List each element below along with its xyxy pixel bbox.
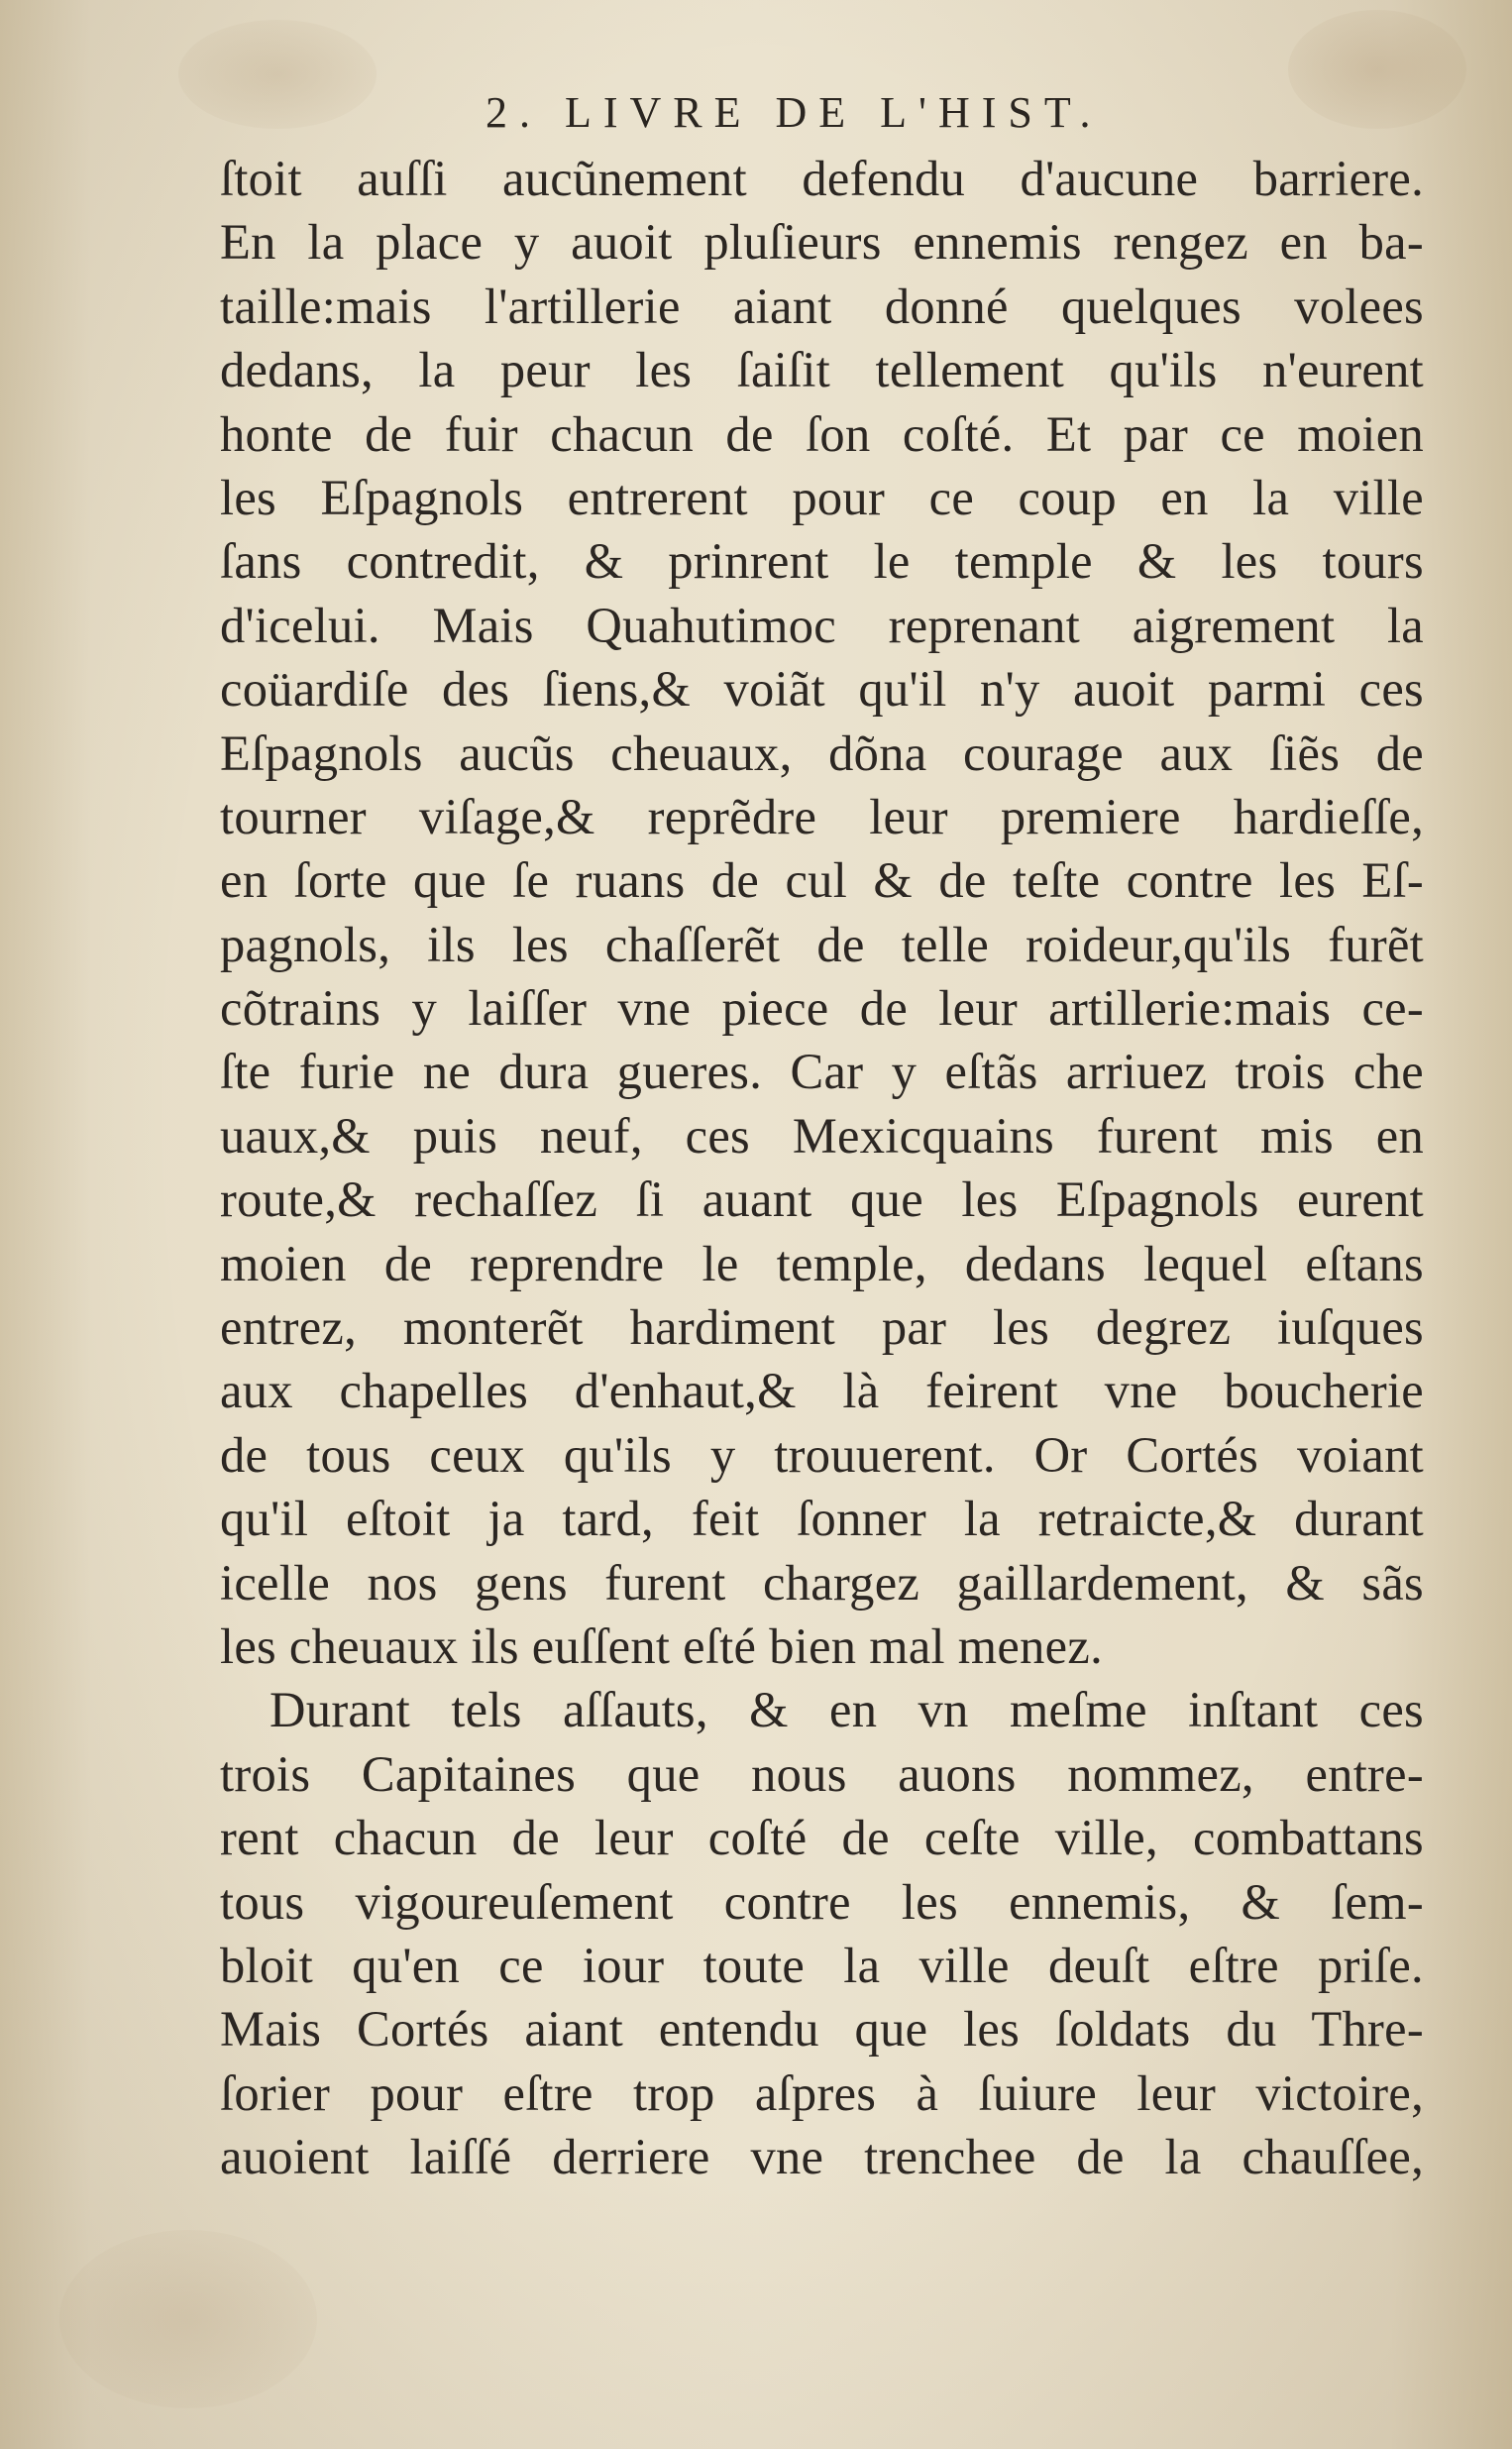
text-line: tourner viſage,& reprẽdre leur premiere hardieſſe, <box>220 788 1424 844</box>
text-line: aux chapelles d'enhaut,& là feirent vne boucherie <box>220 1363 1424 1419</box>
text-line: rent chacun de leur coſté de ceſte ville, combattans <box>220 1810 1424 1866</box>
text-line: pagnols, ils les chaſſerẽt de telle roideur,qu'ils furẽt <box>220 916 1424 972</box>
text-line: Mais Cortés aiant entendu que les ſoldats du Thre- <box>220 2001 1424 2058</box>
text-line: icelle nos gens furent chargez gaillardement, & sãs <box>220 1554 1424 1611</box>
text-line: de tous ceux qu'ils y trouuerent. Or Cortés voiant <box>220 1426 1424 1483</box>
text-line: entrez, monterẽt hardiment par les degrez iuſques <box>220 1299 1424 1356</box>
text-line: honte de fuir chacun de ſon coſté. Et par ce moien <box>220 405 1424 462</box>
paper-stain <box>1288 10 1466 129</box>
text-line: uaux,& puis neuf, ces Mexicquains furent mis en <box>220 1107 1424 1164</box>
text-line: ſtoit auſſi aucũnement defendu d'aucune barriere. <box>220 151 1424 206</box>
text-line: moien de reprendre le temple, dedans lequel eſtans <box>220 1235 1424 1291</box>
paper-stain <box>178 20 377 129</box>
text-line: ſte furie ne dura gueres. Car y eſtãs arriuez trois che <box>220 1044 1424 1100</box>
text-line: d'icelui. Mais Quahutimoc reprenant aigrement la <box>220 597 1424 653</box>
text-line: auoient laiſſé derriere vne trenchee de la chauſſee, <box>220 2129 1424 2185</box>
text-line: route,& rechaſſez ſi auant que les Eſpagnols eurent <box>220 1171 1424 1228</box>
text-line: Eſpagnols aucũs cheuaux, dõna courage aux ſiẽs de <box>220 724 1424 781</box>
text-line: bloit qu'en ce iour toute la ville deuſt eſtre priſe. <box>220 1937 1424 1993</box>
text-line: dedans, la peur les ſaiſit tellement qu'ils n'eurent <box>220 342 1424 398</box>
paper-stain <box>59 2230 317 2408</box>
text-line: les cheuaux ils euſſent eſté bien mal menez. <box>220 1617 1104 1674</box>
text-line: taille:mais l'artillerie aiant donné quelques volees <box>220 278 1424 334</box>
text-line: en ſorte que ſe ruans de cul & de teſte contre les Eſ- <box>220 852 1424 909</box>
text-line: coüardiſe des ſiens,& voiãt qu'il n'y auoit parmi ces <box>220 661 1424 718</box>
body-text <box>220 147 1424 2189</box>
text-line: ſans contredit, & prinrent le temple & les tours <box>220 533 1424 590</box>
text-line: trois Capitaines que nous auons nommez, entre- <box>220 1745 1424 1802</box>
text-line: cõtrains y laiſſer vne piece de leur artillerie:mais ce- <box>220 980 1424 1037</box>
paragraph-first-line: Durant tels aſſauts, & en vn meſme inſtant ces <box>270 1682 1424 1738</box>
text-line: qu'il eſtoit ja tard, feit ſonner la retraicte,& durant <box>220 1491 1424 1547</box>
text-line: ſorier pour eſtre trop aſpres à ſuiure leur victoire, <box>220 2064 1424 2121</box>
text-line: tous vigoureuſement contre les ennemis, & ſem- <box>220 1873 1424 1930</box>
text-line: les Eſpagnols entrerent pour ce coup en la ville <box>220 469 1424 525</box>
text-line: En la place y auoit pluſieurs ennemis rengez en ba- <box>220 214 1424 271</box>
running-head: 2. LIVRE DE L'HIST. <box>486 88 1103 137</box>
